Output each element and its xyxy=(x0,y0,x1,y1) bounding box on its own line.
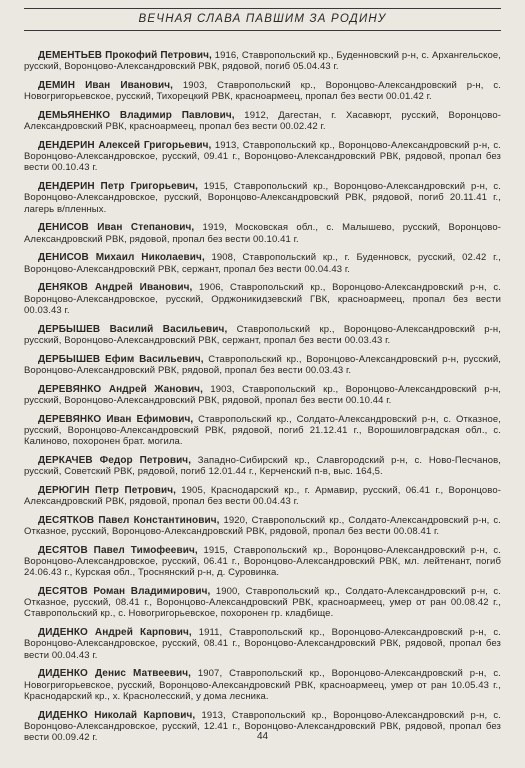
entry-text: 1903, Ставропольский кр., Воронцово-Александровский р-н, русский, Воронцово-Александровский РВК, рядовой, пропал без вести 00.10.44 г. xyxy=(24,383,502,406)
running-header: ВЕЧНАЯ СЛАВА ПАВШИМ ЗА РОДИНУ xyxy=(24,8,501,31)
entry-name: ДЕРЕВЯНКО Иван Ефимович, xyxy=(38,413,194,425)
list-item xyxy=(24,545,501,579)
list-item xyxy=(24,515,501,537)
entry-name: ДЕСЯТОВ Павел Тимофеевич, xyxy=(38,544,198,556)
entry-name: ДЕМЬЯНЕНКО Владимир Павлович, xyxy=(38,110,235,121)
list-item xyxy=(24,140,501,174)
list-item xyxy=(24,80,501,102)
list-item xyxy=(24,324,501,346)
list-item xyxy=(24,586,501,620)
list-item xyxy=(24,485,501,507)
entry-text: 1911, Ставропольский кр., Воронцово-Александровский р-н, с. Воронцово-Александровское, русский, 08.41 г., Воронцово-Александровский РВК, рядовой, пропал без вести 00.04.43 г. xyxy=(24,627,501,661)
entry-text: 1903, Ставропольский кр., Воронцово-Александровский р-н, с. Новогригорьевское, русский, Тихорецкий РВК, красноармеец, пропал без вести 00.01.42 г. xyxy=(24,80,501,103)
entry-name: ДЕМЕНТЬЕВ Прокофий Петрович, xyxy=(38,50,212,61)
list-item xyxy=(24,252,501,274)
entry-name: ДИДЕНКО Николай Карпович, xyxy=(38,709,196,721)
entry-name: ДИДЕНКО Андрей Карпович, xyxy=(38,627,192,639)
list-item xyxy=(24,282,501,316)
list-item xyxy=(24,50,501,72)
entry-text: 1906, Ставропольский кр., Воронцово-Александровский р-н, с. Воронцово-Александровское, русский, Орджоникидзевский ГВК, красноармеец, пропал без вести 00.03.43 г. xyxy=(24,282,502,316)
entry-text: 1920, Ставропольский кр., Солдато-Александровский р-н, с. Отказное, русский, Воронцово-Александровский РВК, рядовой, пропал без вести 00.08.41 г. xyxy=(24,514,501,538)
entry-text: 1916, Ставропольский кр., Буденновский р-н, с. Архангельское, русский, Воронцово-Александровский РВК, рядовой, погиб 05.04.43 г. xyxy=(24,50,501,73)
entry-name: ДЕРЮГИН Петр Петрович, xyxy=(38,484,176,496)
list-item xyxy=(24,627,501,661)
list-item xyxy=(24,414,501,448)
entry-name: ДЕРЕВЯНКО Андрей Жанович, xyxy=(38,383,203,395)
entry-text: 1900, Ставропольский кр., Солдато-Александровский р-н, с. Отказное, русский, 08.41 г., Воронцово-Александровский РВК, красноармеец, умер от ран 00.08.42 г., Ставропольский кр., с. Новогригорьевское, похоронен гр. кладбище. xyxy=(24,586,501,620)
entry-text: 1919, Московская обл., с. Малышево, русский, Воронцово-Александровский РВК, рядовой, пропал без вести 00.10.41 г. xyxy=(24,222,501,245)
entry-text: 1912, Дагестан, г. Хасавюрт, русский, Воронцово-Александровский РВК, красноармеец, пропал без вести 00.02.42 г. xyxy=(24,110,501,133)
entry-name: ДЕРБЫШЕВ Ефим Васильевич, xyxy=(38,353,204,365)
entry-text: Ставропольский кр., Воронцово-Александровский р-н, русский, Воронцово-Александровский РВК, сержант, пропал без вести 00.03.43 г. xyxy=(24,323,502,346)
list-item xyxy=(24,222,501,244)
list-item xyxy=(24,455,501,477)
entry-name: ДЕНИСОВ Иван Степанович, xyxy=(38,222,195,234)
entry-text: 1913, Ставропольский кр., Воронцово-Александровский р-н, с. Воронцово-Александровское, русский, 09.41 г., Воронцово-Александровский РВК, рядовой, пропал без вести 00.10.43 г. xyxy=(24,140,501,174)
entry-text: 1908, Ставропольский кр., г. Буденновск, русский, 02.42 г., Воронцово-Александровский РВК, сержант, пропал без вести 00.04.43 г. xyxy=(24,252,501,275)
list-item xyxy=(24,354,501,376)
page-number: 44 xyxy=(256,731,269,742)
entry-name: ДЕРБЫШЕВ Василий Васильевич, xyxy=(38,323,228,335)
entry-name: ДЕМИН Иван Иванович, xyxy=(38,80,174,91)
entry-text: Ставропольский кр., Воронцово-Александровский р-н, русский, Воронцово-Александровский РВК, рядовой, пропал без вести 00.03.43 г. xyxy=(24,353,501,376)
entry-name: ДЕРКАЧЕВ Федор Петрович, xyxy=(38,454,192,466)
entry-text: 1907, Ставропольский кр., Воронцово-Александровский р-н, с. Новогригорьевское, русский, Воронцово-Александровский РВК, красноармеец, умер от ран 10.05.43 г., Краснодарский кр., х. Краснолесский, у дома лесника. xyxy=(24,668,502,702)
list-item xyxy=(24,181,501,215)
list-item xyxy=(24,668,501,702)
entry-name: ДЕНДЕРИН Алексей Григорьевич, xyxy=(38,140,212,151)
entry-text: 1915, Ставропольский кр., Воронцово-Александровский р-н, с. Воронцово-Александровское, русский, Воронцово-Александровский РВК, рядовой, погиб 20.11.41 г., лагерь в/пленных. xyxy=(24,181,501,215)
entry-name: ДЕНИСОВ Михаил Николаевич, xyxy=(38,252,205,264)
list-item xyxy=(24,384,501,406)
entry-list xyxy=(24,50,501,751)
entry-text: 1915, Ставропольский кр., Воронцово-Александровский р-н, с. Воронцово-Александровское, русский, 06.41 г., Воронцово-Александровский РВК, мл. лейтенант, погиб 24.06.43 г., Курская обл., Троснянский р-н, д. Суровинка. xyxy=(24,544,501,579)
entry-text: Ставропольский кр., Солдато-Александровский р-н, с. Отказное, русский, Воронцово-Александровский РВК, рядовой, погиб 21.12.41 г., Ворошиловградская обл., с. Калиново, похоронен брат. могила. xyxy=(24,413,501,448)
list-item xyxy=(24,110,501,132)
entry-name: ДИДЕНКО Денис Матвеевич, xyxy=(38,668,191,680)
entry-name: ДЕСЯТКОВ Павел Константинович, xyxy=(38,514,220,526)
entry-name: ДЕНДЕРИН Петр Григорьевич, xyxy=(38,181,199,193)
entry-text: 1913, Ставропольский кр., Воронцово-Александровский р-н, с. Воронцово-Александровское, русский, 12.41 г., Воронцово-Александровский РВК, рядовой, пропал без вести 00.09.42 г. xyxy=(24,709,501,744)
entry-name: ДЕСЯТОВ Роман Владимирович, xyxy=(38,586,211,598)
entry-text: 1905, Краснодарский кр., г. Армавир, русский, 06.41 г., Воронцово-Александровский РВК, рядовой, пропал без вести 00.04.43 г. xyxy=(24,484,501,508)
entry-text: Западно-Сибирский кр., Славгородский р-н, с. Ново-Песчанов, русский, Советский РВК, рядовой, погиб 12.01.44 г., Керченский п-в, выс. 164,5. xyxy=(24,454,501,478)
entry-name: ДЕНЯКОВ Андрей Иванович, xyxy=(38,282,193,294)
